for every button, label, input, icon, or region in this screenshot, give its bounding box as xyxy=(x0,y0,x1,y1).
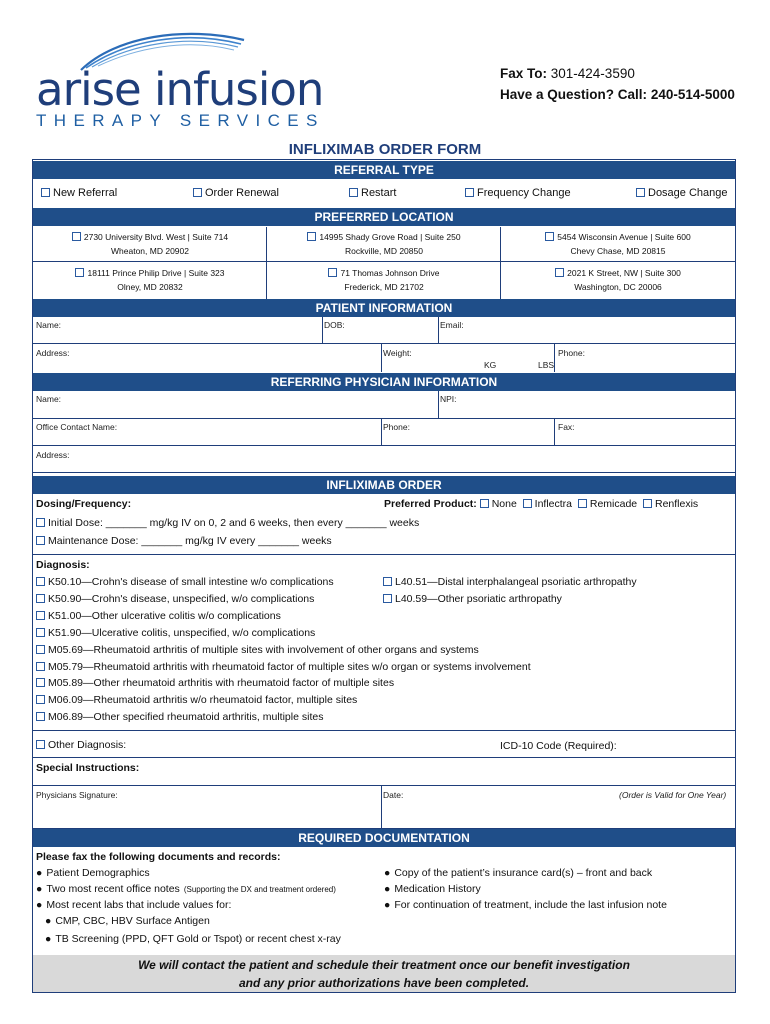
product-label: Inflectra xyxy=(534,498,573,510)
diagnosis-option[interactable] xyxy=(383,593,562,605)
bullet-icon: ● xyxy=(36,883,43,895)
diagnosis-label: M06.89—Other specified rheumatoid arthritis, multiple sites xyxy=(48,711,324,724)
checkbox-icon[interactable] xyxy=(383,594,392,603)
other-diagnosis-label: Other Diagnosis: xyxy=(48,739,127,751)
divider xyxy=(33,445,735,446)
documentation-item xyxy=(36,883,336,895)
divider xyxy=(33,472,735,473)
divider xyxy=(381,418,382,445)
location-wheaton[interactable] xyxy=(33,230,267,258)
divider xyxy=(33,757,735,758)
checkbox-icon[interactable] xyxy=(636,188,645,197)
bullet-icon: ● xyxy=(45,915,52,927)
location-line1: 71 Thomas Johnson Drive xyxy=(340,268,440,278)
referral-restart-label: Restart xyxy=(361,187,397,199)
divider xyxy=(500,227,501,299)
referral-new[interactable] xyxy=(41,187,117,199)
location-line2: Frederick, MD 21702 xyxy=(344,282,424,292)
diagnosis-label: M05.89—Other rheumatoid arthritis with rheumatoid factor of multiple sites xyxy=(48,677,395,690)
product-label: Remicade xyxy=(589,498,638,510)
location-olney[interactable] xyxy=(33,266,267,294)
footer-line-1: We will contact the patient and schedule their treatment once our benefit investigation xyxy=(138,958,630,972)
diagnosis-option[interactable] xyxy=(383,576,637,588)
initial-dose-label: Initial Dose: _______ mg/kg IV on 0, 2 and 6 weeks, then every _______ weeks xyxy=(48,517,420,529)
dosing-label: Dosing/Frequency: xyxy=(36,498,132,510)
product-renflexis[interactable] xyxy=(643,498,698,510)
checkbox-icon[interactable] xyxy=(480,499,489,508)
icd10-field[interactable]: ICD-10 Code (Required): xyxy=(500,740,617,752)
location-line2: Rockville, MD 20850 xyxy=(345,246,423,256)
location-line1: 2021 K Street, NW | Suite 300 xyxy=(567,268,681,278)
location-line1: 2730 University Blvd. West | Suite 714 xyxy=(83,232,229,242)
checkbox-icon[interactable] xyxy=(465,188,474,197)
diagnosis-label: K51.90—Ulcerative colitis, unspecified, w/o complications xyxy=(48,626,316,639)
diagnosis-label: L40.59—Other psoriatic arthropathy xyxy=(395,592,562,605)
referral-new-label: New Referral xyxy=(53,187,118,199)
diagnosis-label: K50.10—Crohn's disease of small intestine w/o complications xyxy=(48,576,334,588)
checkbox-icon[interactable] xyxy=(555,268,564,277)
documentation-intro: Please fax the following documents and records: xyxy=(36,851,281,863)
documentation-item xyxy=(384,867,652,879)
office-contact-field[interactable]: Office Contact Name: xyxy=(36,422,118,432)
divider xyxy=(438,317,439,343)
referral-frequency-change[interactable] xyxy=(465,187,571,199)
documentation-item-note: (Supporting the DX and treatment ordered) xyxy=(183,885,336,894)
maintenance-dose-option[interactable] xyxy=(36,535,332,547)
bullet-icon: ● xyxy=(45,933,52,945)
logo-tagline: THERAPY SERVICES xyxy=(36,111,325,130)
bullet-icon: ● xyxy=(384,899,391,911)
patient-name-field[interactable]: Name: xyxy=(36,320,62,330)
documentation-item-text: Medication History xyxy=(394,883,481,895)
contact-info xyxy=(500,63,735,105)
special-instructions-field[interactable]: Special Instructions: xyxy=(36,762,140,774)
company-logo xyxy=(36,26,325,130)
checkbox-icon[interactable] xyxy=(36,678,45,687)
referral-dosage-label: Dosage Change xyxy=(648,187,728,199)
diagnosis-option[interactable] xyxy=(36,677,394,689)
diagnosis-label: L40.51—Distal interphalangeal psoriatic arthropathy xyxy=(395,576,637,588)
product-inflectra[interactable] xyxy=(523,498,572,510)
divider xyxy=(381,343,382,372)
physician-npi-field[interactable]: NPI: xyxy=(440,394,457,404)
other-diagnosis-option[interactable] xyxy=(36,739,126,751)
weight-kg-unit: KG xyxy=(484,360,497,370)
documentation-subitem xyxy=(45,915,210,927)
location-line2: Wheaton, MD 20902 xyxy=(111,246,189,256)
diagnosis-option[interactable] xyxy=(36,576,334,588)
physician-address-field[interactable]: Address: xyxy=(36,450,70,460)
documentation-item-text: For continuation of treatment, include the last infusion note xyxy=(394,899,667,911)
diagnosis-option[interactable] xyxy=(36,711,323,723)
location-frederick[interactable] xyxy=(267,266,501,294)
diagnosis-label: M05.69—Rheumatoid arthritis of multiple sites with involvement of other organs and systems xyxy=(48,643,479,656)
location-line2: Washington, DC 20006 xyxy=(574,282,662,292)
product-remicade[interactable] xyxy=(578,498,637,510)
question-label: Have a Question? Call: xyxy=(500,87,648,102)
referral-frequency-label: Frequency Change xyxy=(477,187,571,199)
date-field[interactable]: Date: xyxy=(383,790,404,800)
divider xyxy=(33,343,735,344)
bullet-icon: ● xyxy=(36,867,43,879)
documentation-item-text: Patient Demographics xyxy=(46,867,150,879)
footer-line-2: and any prior authorizations have been completed. xyxy=(238,976,530,990)
referral-type-heading: REFERRAL TYPE xyxy=(33,161,735,179)
patient-email-field[interactable]: Email: xyxy=(440,320,464,330)
divider xyxy=(33,261,735,262)
checkbox-icon[interactable] xyxy=(193,188,202,197)
checkbox-icon[interactable] xyxy=(75,268,84,277)
checkbox-icon[interactable] xyxy=(643,499,652,508)
documentation-subitem-text: CMP, CBC, HBV Surface Antigen xyxy=(55,915,210,927)
preferred-location-heading: PREFERRED LOCATION xyxy=(33,208,735,226)
location-line2: Chevy Chase, MD 20815 xyxy=(570,246,666,256)
diagnosis-option[interactable] xyxy=(36,593,314,605)
referral-renewal[interactable] xyxy=(193,187,279,199)
patient-dob-field[interactable]: DOB: xyxy=(324,320,345,330)
documentation-subitem-text: TB Screening (PPD, QFT Gold or Tspot) or recent chest x-ray xyxy=(55,933,341,945)
diagnosis-option[interactable] xyxy=(36,644,479,656)
diagnosis-option[interactable] xyxy=(36,694,357,706)
checkbox-icon[interactable] xyxy=(36,740,45,749)
location-rockville[interactable] xyxy=(267,230,501,258)
checkbox-icon[interactable] xyxy=(36,577,45,586)
divider xyxy=(381,785,382,828)
product-label: None xyxy=(491,498,517,510)
physician-info-heading: REFERRING PHYSICIAN INFORMATION xyxy=(33,373,735,391)
documentation-item-text: Most recent labs that include values for: xyxy=(46,899,232,911)
preferred-product-label: Preferred Product: xyxy=(384,498,477,510)
diagnosis-label: M05.79—Rheumatoid arthritis with rheumatoid factor of multiple sites w/o organ or systems involvement xyxy=(48,660,531,673)
product-label: Renflexis xyxy=(654,498,699,510)
divider xyxy=(554,418,555,445)
logo-wordmark: arise infusion xyxy=(36,63,324,116)
order-form xyxy=(32,159,736,993)
checkbox-icon[interactable] xyxy=(328,268,337,277)
referral-restart[interactable] xyxy=(349,187,396,199)
physician-signature-field[interactable]: Physicians Signature: xyxy=(36,790,118,800)
diagnosis-label: K51.00—Other ulcerative colitis w/o complications xyxy=(48,609,281,622)
bullet-icon: ● xyxy=(36,899,43,911)
patient-address-field[interactable]: Address: xyxy=(36,348,70,358)
required-documentation-heading: REQUIRED DOCUMENTATION xyxy=(33,829,735,847)
checkbox-icon[interactable] xyxy=(383,577,392,586)
fax-number: 301-424-3590 xyxy=(550,66,635,81)
checkbox-icon[interactable] xyxy=(36,645,45,654)
divider xyxy=(33,418,735,419)
fax-label: Fax To: xyxy=(500,66,547,81)
diagnosis-label: M06.09—Rheumatoid arthritis w/o rheumatoid factor, multiple sites xyxy=(48,694,358,707)
diagnosis-option[interactable] xyxy=(36,610,281,622)
documentation-item-text: Two most recent office notes xyxy=(46,883,180,895)
checkbox-icon[interactable] xyxy=(36,611,45,620)
patient-phone-field[interactable]: Phone: xyxy=(558,348,585,358)
checkbox-icon[interactable] xyxy=(36,518,45,527)
initial-dose-option[interactable] xyxy=(36,517,419,529)
patient-info-heading: PATIENT INFORMATION xyxy=(33,299,735,317)
documentation-item xyxy=(384,883,481,895)
checkbox-icon[interactable] xyxy=(36,695,45,704)
product-none[interactable] xyxy=(480,498,517,510)
divider xyxy=(438,391,439,418)
physician-fax-field[interactable]: Fax: xyxy=(558,422,575,432)
infliximab-order-heading: INFLIXIMAB ORDER xyxy=(33,476,735,494)
checkbox-icon[interactable] xyxy=(523,499,532,508)
documentation-item xyxy=(36,867,150,879)
footer-notice xyxy=(33,955,735,992)
checkbox-icon[interactable] xyxy=(545,232,554,241)
location-line2: Olney, MD 20832 xyxy=(117,282,183,292)
physician-name-field[interactable]: Name: xyxy=(36,394,62,404)
bullet-icon: ● xyxy=(384,867,391,879)
documentation-subitem xyxy=(45,933,341,945)
divider xyxy=(322,317,323,343)
checkbox-icon[interactable] xyxy=(36,662,45,671)
documentation-item xyxy=(384,899,667,911)
checkbox-icon[interactable] xyxy=(36,594,45,603)
diagnosis-option[interactable] xyxy=(36,627,315,639)
checkbox-icon[interactable] xyxy=(41,188,50,197)
documentation-item-text: Copy of the patient’s insurance card(s) – front and back xyxy=(394,867,653,879)
location-line1: 18111 Prince Philip Drive | Suite 323 xyxy=(87,268,225,278)
referral-dosage-change[interactable] xyxy=(636,187,728,199)
maintenance-dose-label: Maintenance Dose: _______ mg/kg IV every _______ weeks xyxy=(48,535,332,547)
diagnosis-label: Diagnosis: xyxy=(36,559,90,571)
checkbox-icon[interactable] xyxy=(36,712,45,721)
weight-lbs-unit: LBS xyxy=(538,360,555,370)
divider xyxy=(33,554,735,555)
bullet-icon: ● xyxy=(384,883,391,895)
patient-weight-field[interactable]: Weight: xyxy=(383,348,412,358)
checkbox-icon[interactable] xyxy=(72,232,81,241)
divider xyxy=(33,730,735,731)
location-washington[interactable] xyxy=(501,266,735,294)
physician-phone-field[interactable]: Phone: xyxy=(383,422,410,432)
documentation-item xyxy=(36,899,231,911)
referral-renewal-label: Order Renewal xyxy=(205,187,279,199)
checkbox-icon[interactable] xyxy=(36,536,45,545)
diagnosis-option[interactable] xyxy=(36,661,531,673)
diagnosis-label: K50.90—Crohn's disease, unspecified, w/o complications xyxy=(48,592,315,605)
location-line1: 14995 Shady Grove Road | Suite 250 xyxy=(319,232,461,242)
divider xyxy=(33,785,735,786)
form-title: INFLIXIMAB ORDER FORM xyxy=(288,141,482,158)
checkbox-icon[interactable] xyxy=(307,232,316,241)
location-chevy-chase[interactable] xyxy=(501,230,735,258)
preferred-product xyxy=(384,498,698,510)
question-number: 240-514-5000 xyxy=(650,87,735,102)
checkbox-icon[interactable] xyxy=(349,188,358,197)
location-line1: 5454 Wisconsin Avenue | Suite 600 xyxy=(557,232,691,242)
checkbox-icon[interactable] xyxy=(36,628,45,637)
order-validity-note: (Order is Valid for One Year) xyxy=(619,790,727,800)
checkbox-icon[interactable] xyxy=(578,499,587,508)
divider xyxy=(554,343,555,372)
divider xyxy=(266,227,267,299)
